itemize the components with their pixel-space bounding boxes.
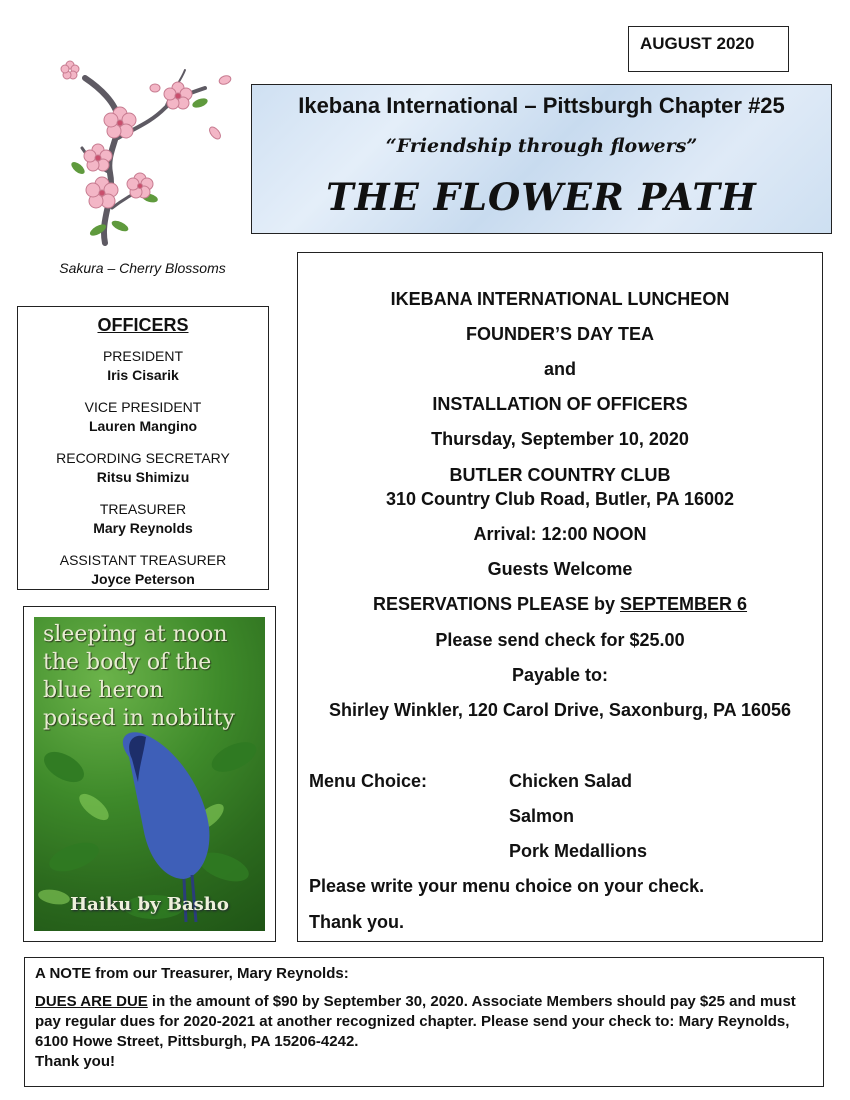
menu-item: Pork Medallions (509, 841, 648, 861)
haiku-line: sleeping at noon (43, 622, 228, 647)
event-address: 310 Country Club Road, Butler, PA 16002 (385, 489, 735, 509)
event-guests: Guests Welcome (487, 559, 633, 579)
haiku-credit: Haiku by Basho (70, 894, 229, 915)
reservations-text: RESERVATIONS PLEASE by (372, 594, 621, 614)
reservations-deadline: SEPTEMBER 6 (620, 594, 748, 614)
publication-title: THE FLOWER PATH (326, 175, 757, 219)
officer-role: TREASURER (99, 501, 187, 517)
event-title: IKEBANA INTERNATIONAL LUNCHEON (390, 289, 730, 309)
treasurer-note (24, 957, 824, 1087)
haiku-line: poised in nobility (43, 706, 235, 731)
menu-label: Menu Choice: (309, 771, 428, 791)
officer-entry (18, 347, 268, 385)
officer-entry (18, 500, 268, 538)
dues-label: DUES ARE DUE (35, 993, 148, 1010)
event-check: Please send check for $25.00 (435, 630, 685, 650)
event-venue: BUTLER COUNTRY CLUB (449, 465, 671, 485)
officer-entry (18, 551, 268, 589)
event-subtitle: FOUNDER’S DAY TEA (465, 324, 655, 344)
newsletter-header (251, 84, 832, 234)
officer-name: Lauren Mangino (88, 418, 198, 434)
event-thanks: Thank you. (309, 912, 405, 932)
cherry-blossom-icon (40, 48, 240, 248)
event-arrival: Arrival: 12:00 NOON (473, 524, 647, 544)
haiku-image (23, 606, 276, 942)
officer-entry (18, 398, 268, 436)
officer-name: Iris Cisarik (107, 367, 179, 383)
haiku-line: the body of the (43, 650, 212, 675)
officer-role: RECORDING SECRETARY (56, 450, 230, 466)
luncheon-announcement (297, 252, 823, 942)
menu-instruction: Please write your menu choice on your check. (309, 876, 705, 896)
menu-item: Chicken Salad (509, 771, 633, 791)
officer-entry (18, 449, 268, 487)
chapter-motto: “Friendship through flowers” (385, 135, 698, 157)
officer-name: Mary Reynolds (93, 520, 193, 536)
cherry-blossom-illustration (40, 48, 240, 248)
officer-name: Joyce Peterson (91, 571, 195, 587)
officer-role: PRESIDENT (102, 348, 184, 364)
officer-role: VICE PRESIDENT (84, 399, 202, 415)
officers-box (17, 306, 269, 590)
payable-to: Shirley Winkler, 120 Carol Drive, Saxonburg, PA 16056 (328, 700, 792, 720)
haiku-line: blue heron (43, 678, 164, 703)
note-body (35, 992, 813, 1052)
event-installation: INSTALLATION OF OFFICERS (432, 394, 688, 414)
officer-role: ASSISTANT TREASURER (59, 552, 227, 568)
dues-text: in the amount of $90 by September 30, 2020. Associate Members should pay $25 and must pay regular dues for 2020-2021 at another recognized chapter. Please send your check to: Mary Reynolds, 6100 Howe Street, Pittsburgh, PA 15206-4242. (35, 993, 796, 1050)
note-title: A NOTE from our Treasurer, Mary Reynolds: (35, 965, 349, 982)
event-date: Thursday, September 10, 2020 (431, 429, 689, 449)
issue-date: AUGUST 2020 (628, 26, 789, 72)
haiku-picture (34, 617, 265, 931)
haiku-poem (43, 621, 235, 733)
officers-heading: OFFICERS (97, 315, 189, 335)
payable-label: Payable to: (511, 665, 609, 685)
chapter-title: Ikebana International – Pittsburgh Chapter #25 (298, 93, 785, 118)
note-thanks: Thank you! (35, 1053, 116, 1070)
officer-name: Ritsu Shimizu (96, 469, 190, 485)
illustration-caption: Sakura – Cherry Blossoms (59, 260, 226, 276)
event-conjunction: and (543, 359, 576, 379)
event-reservations (298, 594, 822, 615)
menu-item: Salmon (509, 806, 575, 826)
